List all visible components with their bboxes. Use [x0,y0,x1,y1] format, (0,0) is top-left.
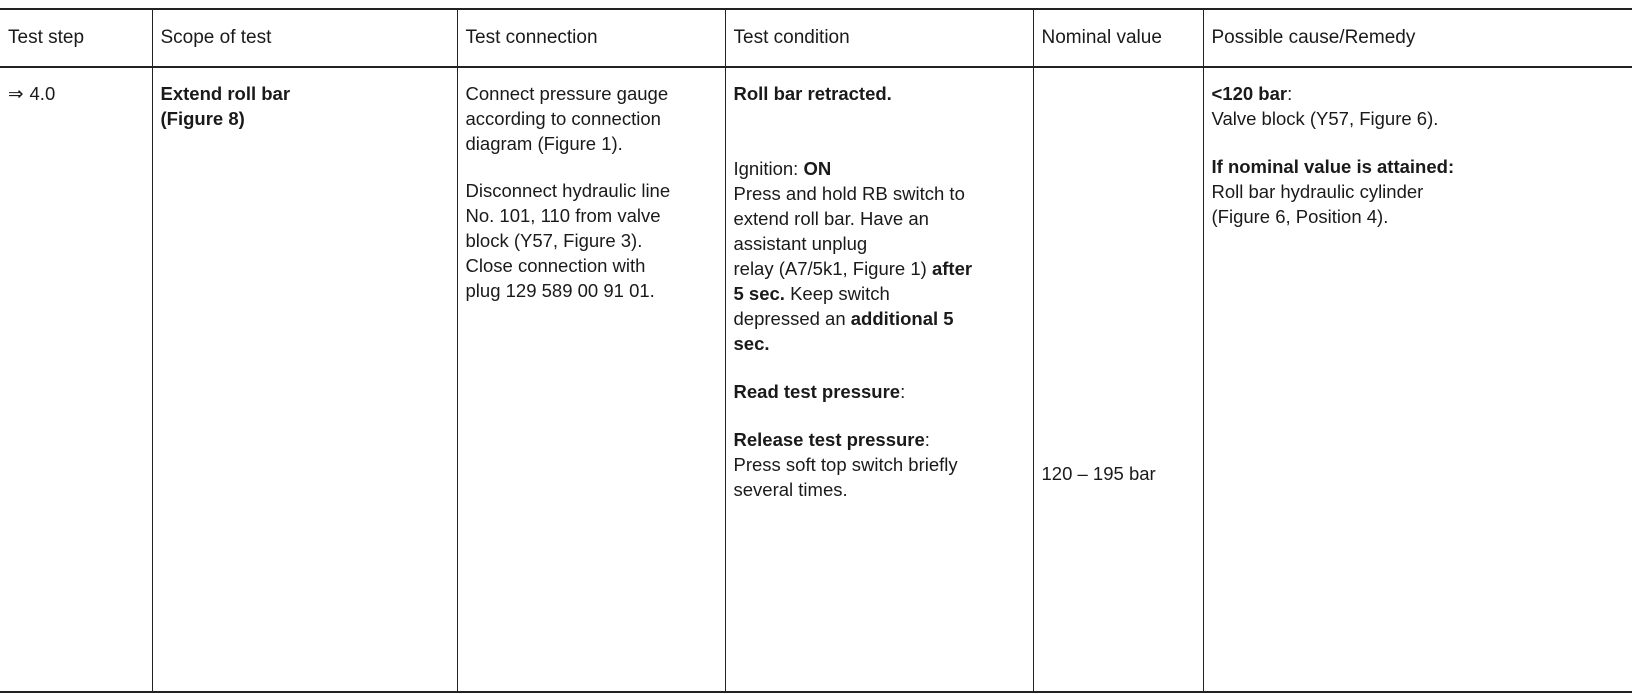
colon: : [924,429,930,450]
cell-scope-of-test [152,67,457,692]
condition-heading: Roll bar retracted. [733,83,892,104]
text-span: Keep switch [784,283,890,304]
cell-nominal-value [1033,67,1203,692]
header-test-condition: Test condition [725,9,1033,67]
cell-possible-cause-remedy [1203,67,1632,692]
text-bold: 5 sec. [733,283,785,304]
connection-para-2 [466,178,719,303]
text-span: depressed an [733,308,851,329]
header-possible-cause-remedy: Possible cause/Remedy [1203,9,1632,67]
cell-test-step [0,67,152,692]
header-test-step: Test step [0,9,152,67]
text-bold: after [931,258,973,279]
text-line: Valve block (Y57, Figure 6). [1211,108,1439,129]
step-number: 4.0 [29,83,56,104]
colon: : [900,381,906,402]
text-line: diagram (Figure 1). [465,133,623,154]
nominal-value: 120 – 195 bar [1041,463,1156,484]
low-pressure-label: <120 bar [1211,83,1288,104]
connection-para-1 [466,81,719,156]
text-line: plug 129 589 00 91 01. [465,280,655,301]
read-pressure-label: Read test pressure [733,381,901,402]
header-nominal-value: Nominal value [1033,9,1203,67]
text-line: Press soft top switch briefly [733,454,958,475]
release-pressure-label: Release test pressure [733,429,925,450]
cell-test-connection [457,67,725,692]
text-line: Close connection with [465,255,646,276]
test-procedure-table [0,8,1632,693]
text-span: relay (A7/5k1, Figure 1) [733,258,932,279]
text-line: Roll bar hydraulic cylinder [1211,181,1424,202]
ignition-value: ON [803,158,832,179]
arrow-icon: ⇒ [8,83,24,104]
text-line: several times. [733,479,848,500]
attained-label: If nominal value is attained: [1211,156,1455,177]
text-line: Disconnect hydraulic line [465,180,671,201]
scope-title: Extend roll bar [160,83,291,104]
text-line: according to connection [465,108,661,129]
cell-test-condition [725,67,1033,692]
table-row [0,67,1632,692]
text-line: Connect pressure gauge [465,83,669,104]
text-line: Press and hold RB switch to [733,183,965,204]
text-line: assistant unplug [733,233,868,254]
text-line [734,256,1027,281]
read-pressure-line [734,379,1027,404]
header-row [0,9,1632,67]
scope-figure-ref: (Figure 8) [160,108,245,129]
header-test-connection: Test connection [457,9,725,67]
text-line: sec. [733,333,770,354]
colon: : [1287,83,1293,104]
text-line: (Figure 6, Position 4). [1211,206,1389,227]
text-line [734,306,1027,331]
text-bold: additional 5 [850,308,954,329]
ignition-line [734,156,1027,181]
text-line: block (Y57, Figure 3). [465,230,643,251]
text-line [734,281,1027,306]
header-scope-of-test: Scope of test [152,9,457,67]
release-pressure-line [734,427,1027,452]
text-line: extend roll bar. Have an [733,208,929,229]
ignition-label: Ignition: [733,158,804,179]
low-pressure-line [1212,81,1627,106]
text-line: No. 101, 110 from valve [465,205,661,226]
